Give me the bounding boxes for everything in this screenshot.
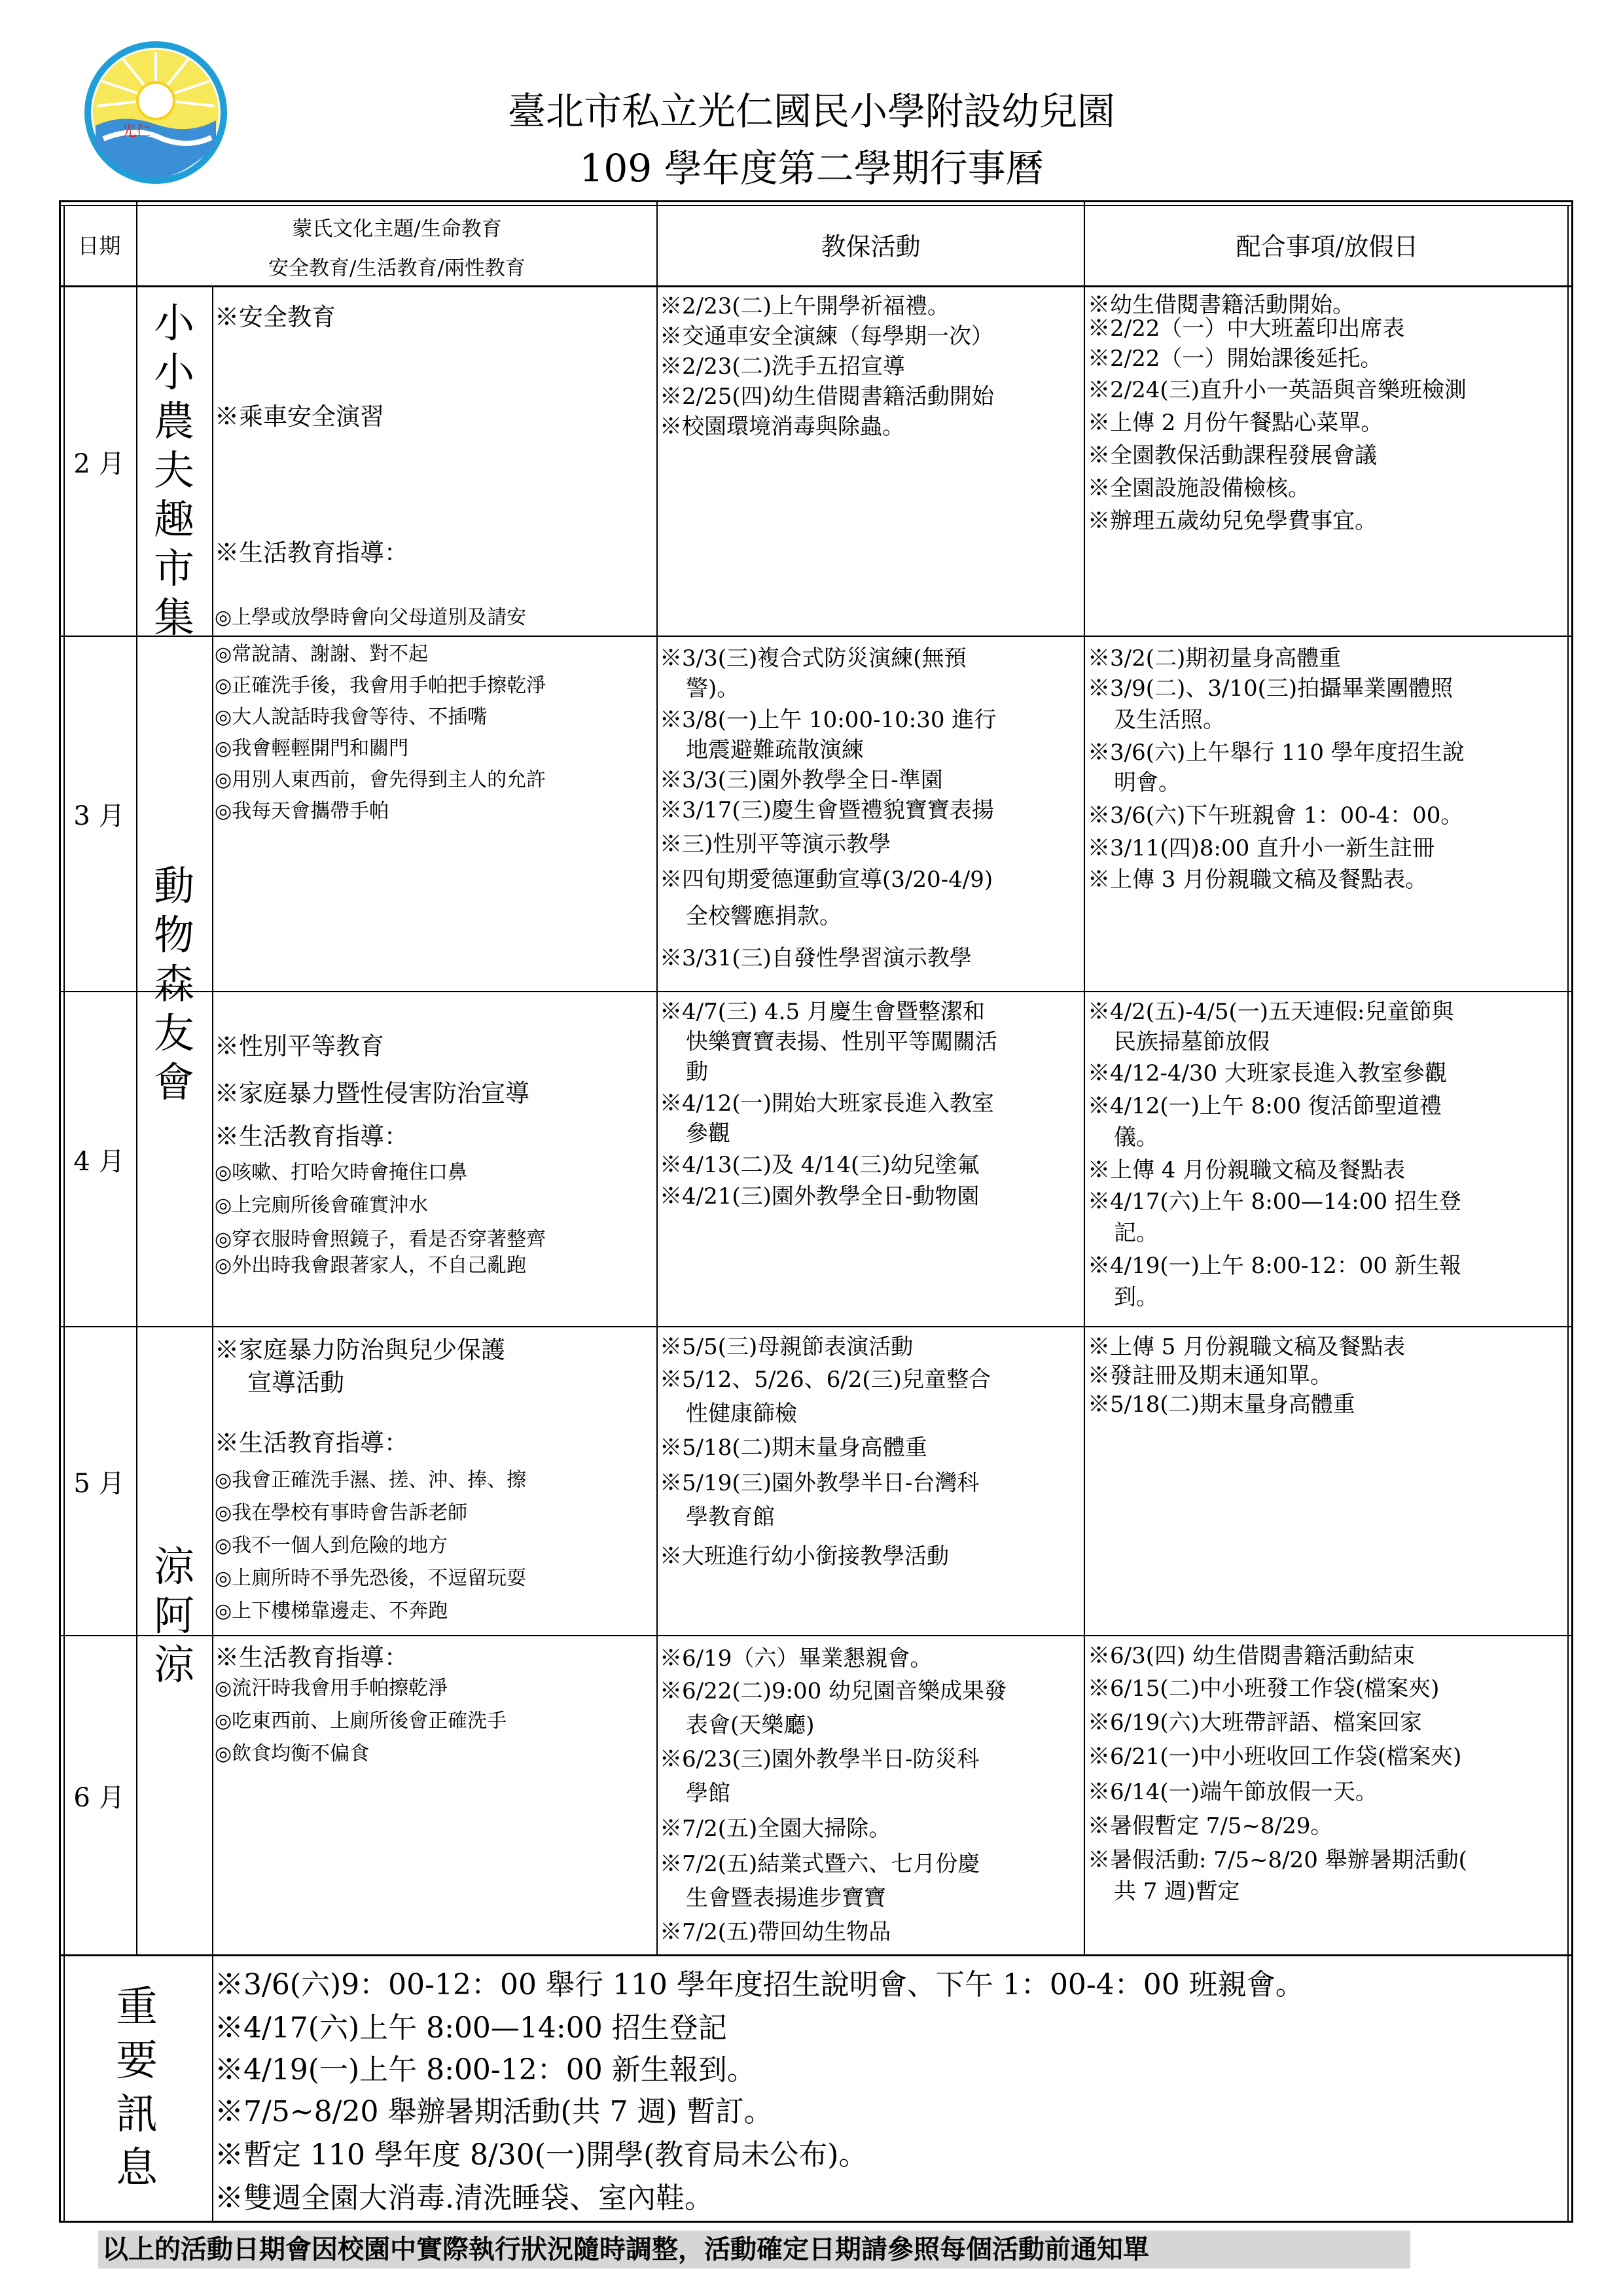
mar-activity: ※四旬期愛德運動宣導(3/20-4/9) [660,867,993,893]
guide-item: ◎我會輕輕開門和關門 [215,737,409,760]
important-item: ※雙週全園大消毒.清洗睡袋、室內鞋。 [215,2181,713,2215]
may-activity: ※5/18(二)期末量身高體重 [660,1435,927,1461]
may-activity: 學教育館 [686,1504,775,1530]
jun-note: 共 7 週)暫定 [1114,1878,1240,1905]
feb-activity: ※校園環境消毒與除蟲。 [660,414,904,440]
col-activities: 教保活動 [821,232,921,261]
apr-activity: 參觀 [686,1121,730,1147]
feb-note: ※幼生借閱書籍活動開始。 [1088,292,1355,318]
jun-edu-item: ※生活教育指導： [215,1643,408,1672]
apr-note: 儀。 [1114,1124,1158,1151]
jun-activity: ※6/23(三)園外教學半日-防災科 [660,1746,980,1772]
guide-item: ◎我會正確洗手濕、搓、沖、捧、擦 [215,1469,527,1492]
apr-activity: ※4/13(二)及 4/14(三)幼兒塗氟 [660,1152,980,1178]
mar-note: ※3/2(二)期初量身高體重 [1088,645,1342,672]
feb-note: ※全園教保活動課程發展會議 [1088,442,1377,469]
may-note: ※發註冊及期末通知單。 [1088,1363,1332,1389]
mar-activity: ※3/3(三)園外教學全日-準園 [660,767,943,793]
guide-item: ◎上廁所時不爭先恐後，不逗留玩耍 [215,1567,527,1590]
col-notes: 配合事項/放假日 [1236,232,1419,261]
important-label: 重要訊息 [116,1983,158,2193]
calendar-title: 109 學年度第二學期行事曆 [579,146,1044,190]
important-item: ※4/19(一)上午 8:00-12：00 新生報到。 [215,2053,756,2087]
col-theme-line1: 蒙氏文化主題/生命教育 [292,217,502,241]
apr-activity: 快樂寶寶表揚、性別平等闖關活 [686,1029,997,1055]
apr-activity: 動 [686,1059,708,1085]
feb-note: ※全園設施設備檢核。 [1088,475,1310,501]
jun-activity: ※6/22(二)9:00 幼兒園音樂成果發 [660,1678,1007,1704]
mar-activity: ※3/31(三)自發性學習演示教學 [660,945,972,971]
apr-note: 到。 [1114,1284,1158,1310]
col-date: 日期 [77,233,121,259]
guide-item: ◎我在學校有事時會告訴老師 [215,1501,468,1524]
jun-activity: ※7/2(五)結業式暨六、七月份慶 [660,1851,980,1877]
month-jun: 6 月 [73,1782,125,1813]
apr-note: ※上傳 4 月份親職文稿及餐點表 [1088,1157,1406,1183]
guide-item: ◎吃東西前、上廁所後會正確洗手 [215,1710,507,1732]
mar-note: ※上傳 3 月份親職文稿及餐點表。 [1088,867,1428,893]
mar-activity: ※3/17(三)慶生會暨禮貌寶寶表揚 [660,797,994,823]
col-theme-line2: 安全教育/生活教育/兩性教育 [268,257,526,280]
feb-note: ※2/22（一）中大班蓋印出席表 [1088,315,1405,342]
mar-note: ※3/6(六)下午班親會 1：00-4：00。 [1088,802,1463,829]
apr-activity: ※4/7(三) 4.5 月慶生會暨整潔和 [660,999,985,1025]
may-activity: ※5/19(三)園外教學半日-台灣科 [660,1470,980,1496]
guide-item: ◎上學或放學時會向父母道別及請安 [215,606,527,629]
guide-item: ◎咳嗽、打哈欠時會掩住口鼻 [215,1161,468,1184]
mar-note: ※3/9(二)、3/10(三)拍攝畢業團體照 [1088,675,1454,702]
theme-cool: 涼阿涼 [154,1543,194,1689]
month-mar: 3 月 [73,801,125,831]
feb-activity: ※2/23(二)上午開學祈福禮。 [660,293,950,319]
mar-activity: ※三)性別平等演示教學 [660,831,891,857]
guide-item: ◎大人說話時我會等待、不插嘴 [215,706,488,728]
apr-activity: ※4/21(三)園外教學全日-動物園 [660,1183,980,1210]
theme-animal-forest: 動物森友會 [154,862,194,1106]
guide-item: ◎我每天會攜帶手帕 [215,800,389,823]
jun-note: ※6/3(四) 幼生借閱書籍活動結束 [1088,1643,1416,1669]
feb-edu-item: ※生活教育指導： [215,539,408,567]
mar-activity: 全校響應捐款。 [686,903,842,929]
theme-farmer-market: 小小農夫趣市集 [154,299,194,641]
apr-edu-item: ※性別平等教育 [215,1032,384,1060]
guide-item: ◎常說請、謝謝、對不起 [215,643,429,666]
calendar-table [59,200,1573,2223]
apr-note: 記。 [1114,1220,1158,1246]
jun-note: ※6/14(一)端午節放假一天。 [1088,1779,1378,1805]
jun-activity: 學館 [686,1780,730,1806]
mar-activity: 地震避難疏散演練 [686,737,864,763]
mar-activity: ※3/3(三)複合式防災演練(無預 [660,645,967,672]
feb-note: ※2/24(三)直升小一英語與音樂班檢測 [1088,377,1467,403]
apr-note: ※4/12(一)上午 8:00 復活節聖道禮 [1088,1093,1442,1119]
important-item: ※3/6(六)9：00-12：00 舉行 110 學年度招生說明會、下午 1：00-4：00 班親會。 [215,1968,1304,2001]
jun-activity: 生會暨表揚進步寶寶 [686,1885,886,1911]
jun-note: ※6/15(二)中小班發工作袋(檔案夾) [1088,1676,1440,1702]
mar-note: ※3/11(四)8:00 直升小一新生註冊 [1088,835,1435,861]
jun-note: ※6/21(一)中小班收回工作袋(檔案夾) [1088,1744,1462,1770]
feb-edu-item: ※安全教育 [215,303,336,331]
apr-activity: ※4/12(一)開始大班家長進入教室 [660,1090,994,1117]
guide-item: ◎正確洗手後，我會用手帕把手擦乾淨 [215,674,546,697]
guide-item: ◎流汗時我會用手帕擦乾淨 [215,1677,448,1700]
may-edu-item: ※家庭暴力防治與兒少保護 [215,1336,505,1364]
apr-note: ※4/17(六)上午 8:00—14:00 招生登 [1088,1189,1461,1215]
may-activity: ※5/5(三)母親節表演活動 [660,1334,914,1360]
jun-note: ※暑假暫定 7/5~8/29。 [1088,1813,1333,1839]
feb-note: ※2/22（一）開始課後延托。 [1088,346,1383,372]
month-may: 5 月 [73,1468,125,1499]
may-note: ※5/18(二)期末量身高體重 [1088,1391,1355,1418]
may-activity: ※5/12、5/26、6/2(三)兒童整合 [660,1367,991,1393]
jun-activity: 表會(天樂廳) [686,1712,815,1738]
guide-item: ◎外出時我會跟著家人，不自己亂跑 [215,1254,527,1277]
apr-edu-item: ※生活教育指導： [215,1122,408,1151]
mar-note: 明會。 [1114,770,1181,796]
feb-activity: ※2/25(四)幼生借閱書籍活動開始 [660,384,994,410]
guide-item: ◎我不一個人到危險的地方 [215,1534,448,1557]
apr-note: ※4/19(一)上午 8:00-12：00 新生報 [1088,1253,1461,1279]
footer-note: 以上的活動日期會因校園中實際執行狀況隨時調整，活動確定日期請參照每個活動前通知單 [98,2231,1410,2269]
mar-activity: ※3/8(一)上午 10:00-10:30 進行 [660,707,997,733]
important-item: ※7/5~8/20 舉辦暑期活動(共 7 週) 暫訂。 [215,2095,773,2128]
mar-note: 及生活照。 [1114,707,1225,733]
apr-note: 民族掃墓節放假 [1114,1029,1270,1055]
important-item: ※暫定 110 學年度 8/30(一)開學(教育局未公布)。 [215,2138,868,2172]
feb-activity: ※交通車安全演練（每學期一次） [660,323,993,350]
guide-item: ◎上下樓梯靠邊走、不奔跑 [215,1600,448,1623]
may-edu-item: ※生活教育指導： [215,1429,408,1457]
guide-item: ◎飲食均衡不偏食 [215,1742,370,1765]
guide-item: ◎上完廁所後會確實沖水 [215,1194,429,1217]
may-edu-item: 宣導活動 [247,1369,344,1397]
jun-note: ※6/19(六)大班帶評語、檔案回家 [1088,1710,1422,1736]
feb-activity: ※2/23(二)洗手五招宣導 [660,353,905,380]
mar-note: ※3/6(六)上午舉行 110 學年度招生說 [1088,740,1465,766]
guide-item: ◎用別人東西前，會先得到主人的允許 [215,768,546,791]
feb-note: ※辦理五歲幼兒免學費事宜。 [1088,508,1377,534]
feb-edu-item: ※乘車安全演習 [215,403,384,431]
apr-edu-item: ※家庭暴力暨性侵害防治宣導 [215,1079,529,1107]
apr-note: ※4/12-4/30 大班家長進入教室參觀 [1088,1060,1447,1086]
jun-note: ※暑假活動: 7/5~8/20 舉辦暑期活動( [1088,1847,1467,1873]
logo-text: 光仁 [122,124,151,140]
apr-note: ※4/2(五)-4/5(一)五天連假:兒童節與 [1088,999,1454,1025]
may-note: ※上傳 5 月份親職文稿及餐點表 [1088,1334,1406,1360]
guide-item: ◎穿衣服時會照鏡子，看是否穿著整齊 [215,1228,546,1251]
jun-activity: ※7/2(五)全園大掃除。 [660,1816,891,1842]
month-apr: 4 月 [73,1146,125,1177]
may-activity: 性健康篩檢 [686,1401,797,1427]
jun-activity: ※7/2(五)帶回幼生物品 [660,1919,891,1945]
month-feb: 2 月 [73,448,125,479]
may-activity: ※大班進行幼小銜接教學活動 [660,1543,949,1570]
important-item: ※4/17(六)上午 8:00—14:00 招生登記 [215,2011,727,2045]
feb-note: ※上傳 2 月份午餐點心菜單。 [1088,410,1383,436]
school-name: 臺北市私立光仁國民小學附設幼兒園 [507,89,1115,134]
mar-activity: 警)。 [686,675,740,702]
jun-activity: ※6/19（六）畢業懇親會。 [660,1645,933,1672]
